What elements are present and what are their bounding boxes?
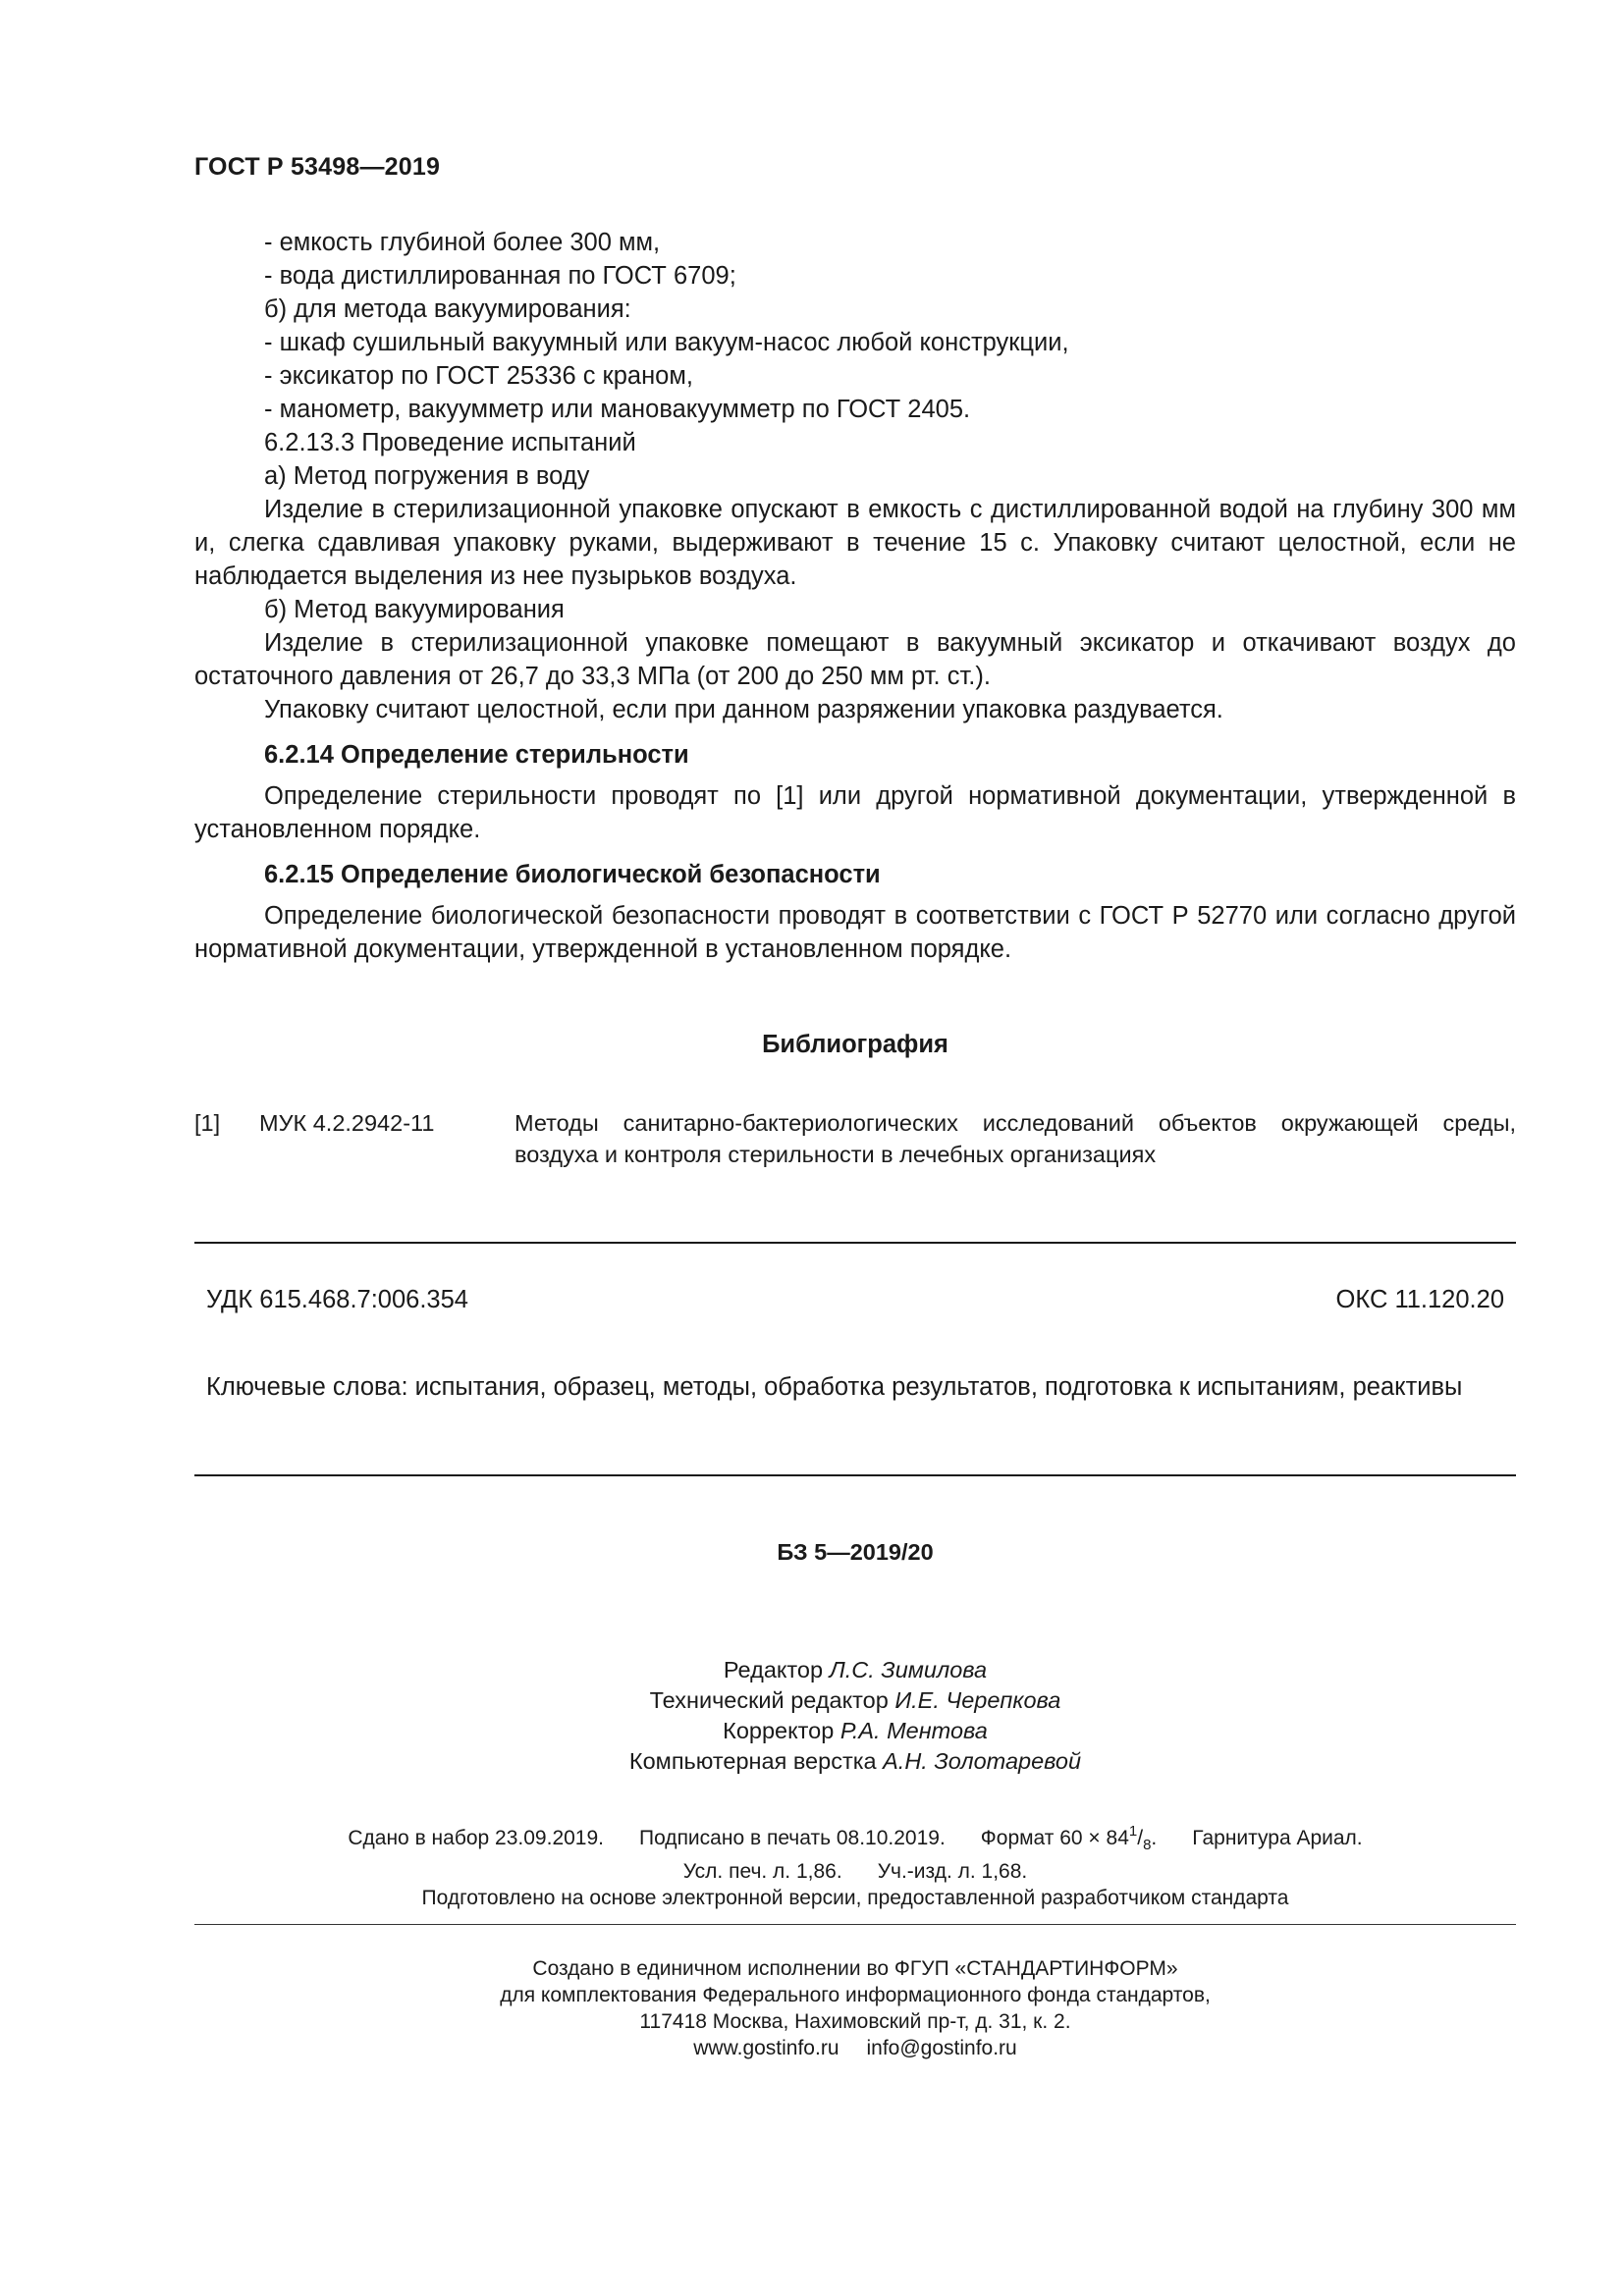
prepared-note: Подготовлено на основе электронной версии, предоставленной разработчиком стандарта bbox=[421, 1887, 1289, 1909]
creator-contacts bbox=[194, 2035, 1516, 2061]
section-heading-sterility: 6.2.14 Определение стерильности bbox=[264, 741, 689, 769]
creator-line-1: Создано в единичном исполнении во ФГУП «СТАНДАРТИНФОРМ» bbox=[532, 1957, 1178, 1980]
list-item: б) для метода вакуумирования: bbox=[264, 295, 631, 323]
page-header-standard-number: ГОСТ Р 53498—2019 bbox=[194, 153, 441, 181]
font-info: Гарнитура Ариал. bbox=[1192, 1827, 1363, 1849]
list-item: - вода дистиллированная по ГОСТ 6709; bbox=[264, 262, 736, 290]
editors-block bbox=[194, 1655, 1516, 1777]
corrector-label: Корректор bbox=[723, 1718, 835, 1743]
subsection-heading: 6.2.13.3 Проведение испытаний bbox=[264, 429, 636, 456]
main-text bbox=[194, 226, 1516, 966]
bibliography-title: Библиография bbox=[762, 1031, 948, 1058]
corrector-name: Р.А. Ментова bbox=[839, 1718, 988, 1743]
bibliography-number: [1] bbox=[194, 1110, 221, 1136]
list-item: - шкаф сушильный вакуумный или вакуум-насос любой конструкции, bbox=[264, 329, 1069, 356]
method-heading: б) Метод вакуумирования bbox=[264, 596, 565, 623]
layout-label: Компьютерная верстка bbox=[628, 1748, 877, 1774]
paragraph-biosafety: Определение биологической безопасности проводят в соответствии с ГОСТ Р 52770 или согласно другой нормативной документации, утвержденной в установленном порядке. bbox=[194, 902, 1516, 963]
format-end: . bbox=[1151, 1827, 1158, 1849]
list-item: - манометр, вакуумметр или мановакуумметр по ГОСТ 2405. bbox=[264, 396, 971, 423]
udk-code: УДК 615.468.7:006.354 bbox=[206, 1286, 468, 1313]
bibliography-description: Методы санитарно-бактериологических исследований объектов окружающей среды, воздуха и контроля стерильности в лечебных организациях bbox=[514, 1110, 1516, 1167]
paragraph-immersion: Изделие в стерилизационной упаковке опускают в емкость с дистиллированной водой на глубину 300 мм и, слегка сдавливая упаковку руками, выдерживают в течение 15 с. Упаковку считают целостной, если не наблюдается выделения из нее пузырьков воздуха. bbox=[194, 496, 1516, 590]
list-item: - емкость глубиной более 300 мм, bbox=[264, 229, 661, 256]
bibliography-code: МУК 4.2.2942-11 bbox=[259, 1110, 435, 1136]
section-heading-biosafety: 6.2.15 Определение биологической безопасности bbox=[264, 861, 881, 888]
imprint-line-2 bbox=[194, 1858, 1516, 1885]
paragraph-sterility: Определение стерильности проводят по [1] или другой нормативной документации, утвержденной в установленном порядке. bbox=[194, 782, 1516, 843]
publication-sheets: Уч.-изд. л. 1,68. bbox=[877, 1860, 1028, 1883]
divider bbox=[194, 1474, 1516, 1476]
divider bbox=[194, 1242, 1516, 1244]
corrector-line bbox=[194, 1716, 1516, 1746]
tech-editor-line bbox=[194, 1685, 1516, 1716]
layout-line bbox=[194, 1746, 1516, 1777]
editor-label: Редактор bbox=[723, 1657, 824, 1682]
oks-code: ОКС 11.120.20 bbox=[1335, 1286, 1504, 1313]
format-label: Формат 60 × 84 bbox=[980, 1827, 1129, 1849]
website-link[interactable]: www.gostinfo.ru bbox=[693, 2037, 839, 2059]
imprint-line-1: Сдано в набор 23.09.2019. Подписано в печать 08.10.2019. Формат $60 \times 84^1/_8$. Гарнитура Ариал. bbox=[348, 1823, 1363, 1853]
keywords: Ключевые слова: испытания, образец, методы, обработка результатов, подготовка к испытаниям, реактивы bbox=[206, 1373, 1463, 1401]
editor-line bbox=[194, 1655, 1516, 1685]
layout-name: А.Н. Золотаревой bbox=[883, 1748, 1082, 1774]
format-denominator: 8 bbox=[1143, 1837, 1152, 1853]
submitted-date: Сдано в набор 23.09.2019. bbox=[348, 1827, 604, 1849]
tech-editor-label: Технический редактор bbox=[649, 1687, 889, 1713]
creator-line-2: для комплектования Федерального информационного фонда стандартов, bbox=[500, 1984, 1211, 2006]
format-numerator: 1 bbox=[1128, 1823, 1138, 1840]
imprint-block bbox=[194, 1818, 1516, 1911]
paragraph-vacuum-result: Упаковку считают целостной, если при данном разряжении упаковка раздувается. bbox=[264, 696, 1223, 723]
print-sheets: Усл. печ. л. 1,86. bbox=[682, 1860, 842, 1883]
divider bbox=[194, 1924, 1516, 1925]
creator-block bbox=[194, 1955, 1516, 2061]
tech-editor-name: И.Е. Черепкова bbox=[894, 1687, 1061, 1713]
list-item: - эксикатор по ГОСТ 25336 с краном, bbox=[264, 362, 693, 390]
signed-date: Подписано в печать 08.10.2019. bbox=[639, 1827, 946, 1849]
editor-name: Л.С. Зимилова bbox=[829, 1657, 988, 1682]
paragraph-vacuum: Изделие в стерилизационной упаковке помещают в вакуумный эксикатор и откачивают воздух до остаточного давления от 26,7 до 33,3 МПа (от 200 до 250 мм рт. ст.). bbox=[194, 629, 1516, 690]
method-heading: а) Метод погружения в воду bbox=[264, 462, 590, 490]
bz-code: БЗ 5—2019/20 bbox=[777, 1539, 934, 1565]
email-link[interactable]: info@gostinfo.ru bbox=[866, 2037, 1017, 2059]
creator-address: 117418 Москва, Нахимовский пр-т, д. 31, к. 2. bbox=[639, 2010, 1071, 2033]
